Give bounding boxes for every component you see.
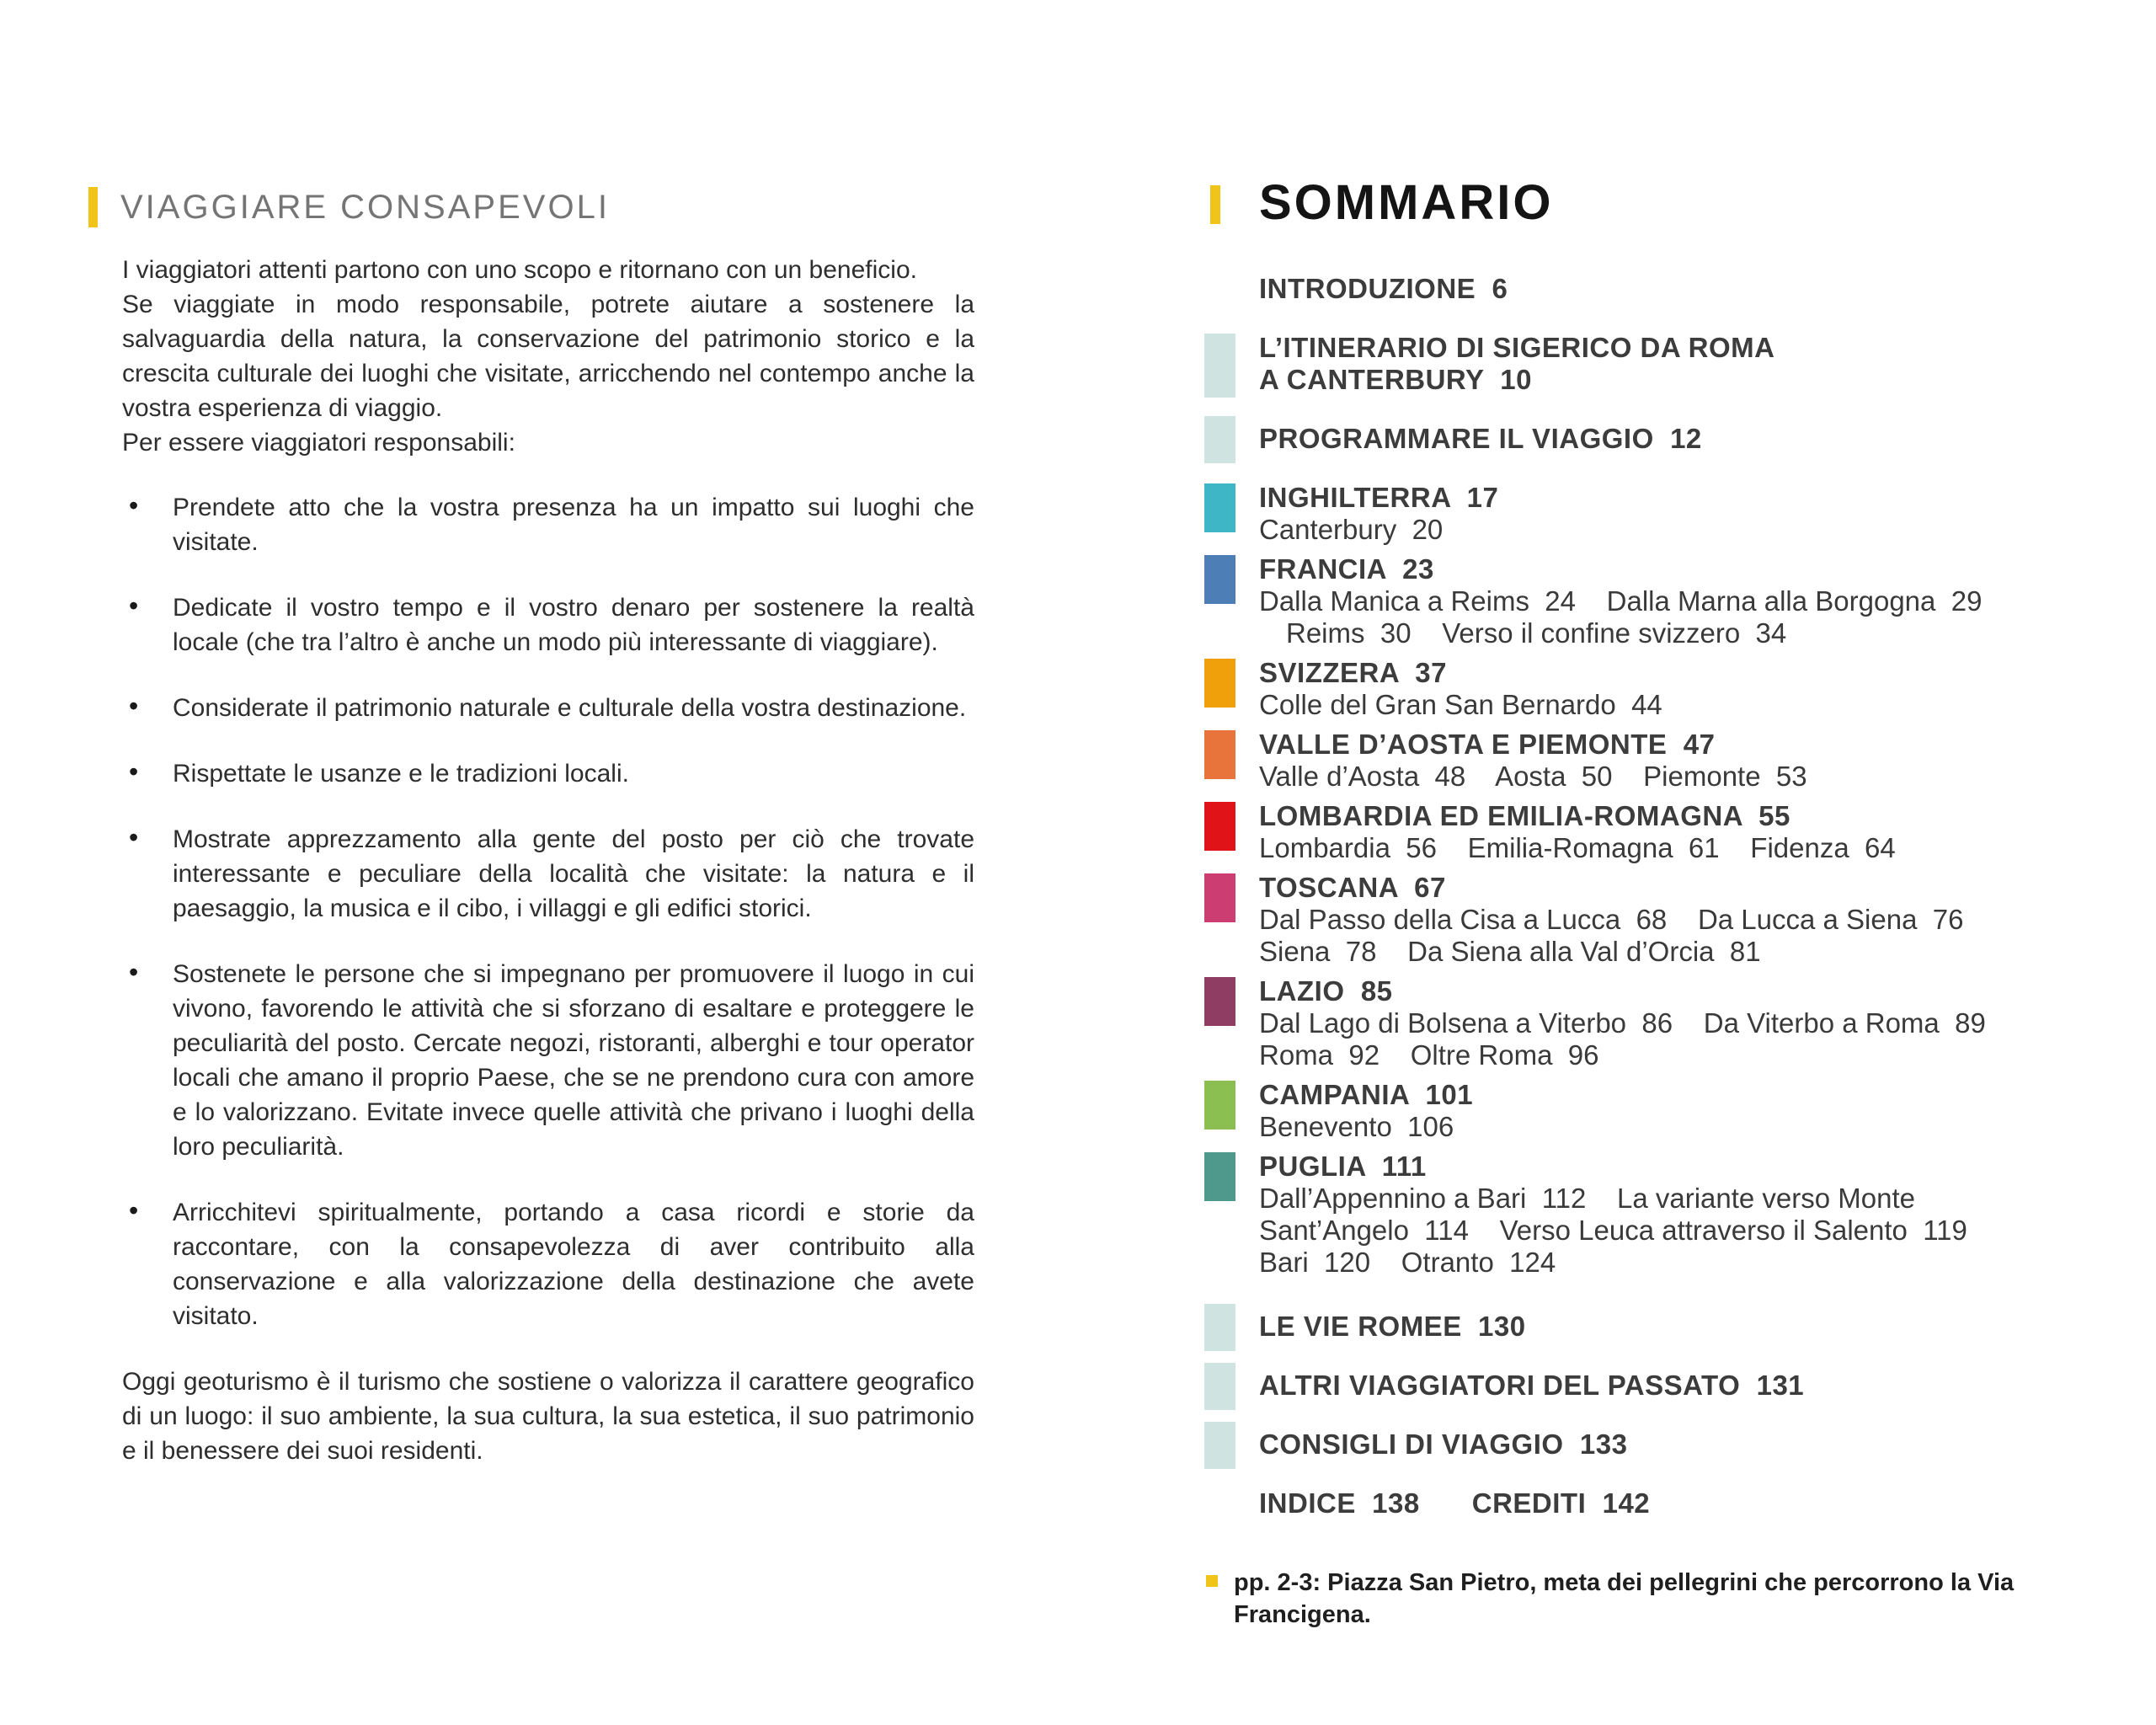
toc-entry-title: PUGLIA 111 xyxy=(1259,1151,1427,1182)
intro-paragraph-3: Per essere viaggiatori responsabili: xyxy=(122,429,515,457)
toc-entry-title: VALLE D’AOSTA E PIEMONTE 47 xyxy=(1259,729,1716,760)
color-swatch xyxy=(1204,1152,1235,1201)
toc-entry-inghilterra xyxy=(1204,482,2110,546)
bullet-dot: • xyxy=(129,490,139,521)
toc-entry-title: FRANCIA 23 xyxy=(1259,553,1434,585)
bullet-dot: • xyxy=(129,590,139,621)
color-swatch xyxy=(1204,659,1235,708)
caption-text: pp. 2-3: Piazza San Pietro, meta dei pellegrini che percorrono la Via Francigena. xyxy=(1234,1569,2015,1628)
bullet-text: Sostenete le persone che si impegnano per promuovere il luogo in cui vivono, favorendo le attività che si sforzano di esaltare e proteggere le peculiarità del posto. Cercate negozi, ristoranti, alberghi e tour operator locali che amano il proprio Paese, che se ne prendono cura con amore e lo valorizzano. Evitate invece quelle attività che privano i luoghi della loro peculiarità. xyxy=(173,960,974,1161)
toc-entry-sub: Colle del Gran San Bernardo 44 xyxy=(1259,689,1662,720)
toc-entry-sub: Benevento 106 xyxy=(1259,1111,1454,1142)
photo-caption xyxy=(1204,1567,2110,1631)
color-swatch xyxy=(1204,977,1235,1026)
toc-entry-puglia xyxy=(1204,1151,2110,1279)
color-swatch xyxy=(1204,730,1235,779)
toc-footer-row xyxy=(1204,1487,2110,1519)
toc-entry-title: L’ITINERARIO DI SIGERICO DA ROMA xyxy=(1259,332,1775,363)
toc-entry-title: CONSIGLI DI VIAGGIO 133 xyxy=(1259,1429,1628,1460)
toc-entry-title: SVIZZERA 37 xyxy=(1259,657,1447,688)
toc-entry-title: LAZIO 85 xyxy=(1259,975,1393,1007)
toc-entry-sub: Dal Passo della Cisa a Lucca 68 Da Lucca a Siena 76 xyxy=(1259,904,1964,935)
bullet-item xyxy=(122,957,974,1164)
toc-entry-sub: Valle d’Aosta 48 Aosta 50 Piemonte 53 xyxy=(1259,761,1807,792)
bullet-item xyxy=(122,822,974,926)
toc-entry-sub: Roma 92 Oltre Roma 96 xyxy=(1259,1039,1599,1071)
bullet-text: Mostrate apprezzamento alla gente del posto per ciò che trovate interessante e peculiare della località che visitate: la natura e il paesaggio, la musica e il cibo, i villaggi e gli edifici storici. xyxy=(173,825,974,922)
color-swatch xyxy=(1204,1081,1235,1130)
toc-entry-title: A CANTERBURY 10 xyxy=(1259,364,1532,395)
color-swatch xyxy=(1204,555,1235,604)
bullet-item xyxy=(122,490,974,559)
yellow-accent-bar xyxy=(1210,185,1220,224)
color-swatch xyxy=(1204,416,1235,463)
intro-paragraph-2: Se viaggiate in modo responsabile, potrete aiutare a sostenere la salvaguardia della natura, la conservazione del patrimonio storico e la crescita culturale dei luoghi che visitate, arricchendo nel contempo anche la vostra esperienza di viaggio. xyxy=(122,291,974,422)
bullet-dot: • xyxy=(129,691,139,721)
bullet-text: Arricchitevi spiritualmente, portando a casa ricordi e storie da raccontare, con la consapevolezza di aver contribuito alla conservazione e alla valorizzazione della destinazione che avete visitato. xyxy=(173,1199,974,1330)
toc-entry-toscana xyxy=(1204,872,2110,968)
toc-entry-altri-viaggiatori xyxy=(1204,1370,2110,1402)
color-swatch xyxy=(1204,334,1235,398)
toc-entry-title: ALTRI VIAGGIATORI DEL PASSATO 131 xyxy=(1259,1370,1805,1401)
color-swatch xyxy=(1204,1363,1235,1410)
color-swatch xyxy=(1204,483,1235,532)
toc-entry-sub: Canterbury 20 xyxy=(1259,514,1444,545)
bullet-item xyxy=(122,590,974,660)
toc-entry-itinerario-sigerico xyxy=(1204,332,2110,396)
yellow-accent-bar xyxy=(88,187,98,227)
left-body-text xyxy=(122,253,974,1468)
right-page-column xyxy=(1204,177,2110,1631)
toc-entry-title: TOSCANA 67 xyxy=(1259,872,1446,903)
color-swatch xyxy=(1204,1304,1235,1351)
intro-paragraph-1: I viaggiatori attenti partono con uno scopo e ritornano con un beneficio. xyxy=(122,256,917,284)
toc-entry-valle-daosta-piemonte xyxy=(1204,729,2110,793)
bullet-item xyxy=(122,1195,974,1333)
page-title: VIAGGIARE CONSAPEVOLI xyxy=(120,189,610,226)
toc-entry-sub: Lombardia 56 Emilia-Romagna 61 Fidenza 64 xyxy=(1259,832,1896,863)
toc-entry-sub: Bari 120 Otranto 124 xyxy=(1259,1247,1556,1278)
bullet-text: Rispettate le usanze e le tradizioni locali. xyxy=(173,760,629,788)
bullet-item xyxy=(122,691,974,725)
toc-header xyxy=(1204,177,2110,229)
toc-title: SOMMARIO xyxy=(1259,175,1554,230)
bullet-dot: • xyxy=(129,957,139,987)
toc-entry-title: PROGRAMMARE IL VIAGGIO 12 xyxy=(1259,423,1702,454)
color-swatch xyxy=(1204,802,1235,851)
toc-entry-svizzera xyxy=(1204,657,2110,721)
toc-entry-sub: Dalla Manica a Reims 24 Dalla Marna alla Borgogna 29 xyxy=(1259,585,1983,617)
toc-entry-sub: Dal Lago di Bolsena a Viterbo 86 Da Viterbo a Roma 89 xyxy=(1259,1007,1986,1039)
toc-entry-lombardia-emilia-romagna xyxy=(1204,800,2110,864)
toc-entry-francia xyxy=(1204,553,2110,649)
toc-entry-sub: Siena 78 Da Siena alla Val d’Orcia 81 xyxy=(1259,936,1761,967)
toc-entry-introduzione xyxy=(1204,273,2110,305)
bullet-dot: • xyxy=(129,756,139,787)
toc-entry-sub: Dall’Appennino a Bari 112 La variante verso Monte xyxy=(1259,1183,1916,1214)
closing-paragraph: Oggi geoturismo è il turismo che sostiene o valorizza il carattere geografico di un luogo: il suo ambiente, la sua cultura, la sua estetica, il suo patrimonio e il benessere dei suoi residenti. xyxy=(122,1368,974,1465)
toc-entry-title: INTRODUZIONE 6 xyxy=(1259,273,1508,304)
toc-entry-lazio xyxy=(1204,975,2110,1071)
bullet-list xyxy=(122,490,974,1333)
color-swatch xyxy=(1204,873,1235,922)
toc-entry-title: INGHILTERRA 17 xyxy=(1259,482,1499,513)
toc-entry-crediti: CREDITI 142 xyxy=(1471,1487,1651,1519)
bullet-text: Dedicate il vostro tempo e il vostro denaro per sostenere la realtà locale (che tra l’altro è anche un modo più interessante di viaggiare). xyxy=(173,594,974,656)
bullet-text: Prendete atto che la vostra presenza ha un impatto sui luoghi che visitate. xyxy=(173,494,974,556)
caption-bullet-square xyxy=(1206,1575,1218,1587)
toc-entry-consigli-di-viaggio xyxy=(1204,1429,2110,1461)
toc-entry-campania xyxy=(1204,1079,2110,1143)
toc-entry-title: LE VIE ROMEE 130 xyxy=(1259,1311,1526,1342)
color-swatch xyxy=(1204,1422,1235,1469)
toc-entry-sub: Reims 30 Verso il confine svizzero 34 xyxy=(1286,617,1787,649)
left-section-header xyxy=(88,187,977,227)
bullet-dot: • xyxy=(129,822,139,852)
toc-entry-le-vie-romee xyxy=(1204,1311,2110,1343)
toc-entry-programmare xyxy=(1204,423,2110,455)
bullet-dot: • xyxy=(129,1195,139,1226)
toc-entry-title: CAMPANIA 101 xyxy=(1259,1079,1474,1110)
toc-entry-indice: INDICE 138 xyxy=(1259,1487,1420,1519)
left-page-column xyxy=(88,187,977,1468)
bullet-item xyxy=(122,756,974,791)
bullet-text: Considerate il patrimonio naturale e culturale della vostra destinazione. xyxy=(173,694,967,722)
toc-entry-title: LOMBARDIA ED EMILIA-ROMAGNA 55 xyxy=(1259,800,1790,831)
toc-entry-sub: Sant’Angelo 114 Verso Leuca attraverso il Salento 119 xyxy=(1259,1215,1967,1246)
